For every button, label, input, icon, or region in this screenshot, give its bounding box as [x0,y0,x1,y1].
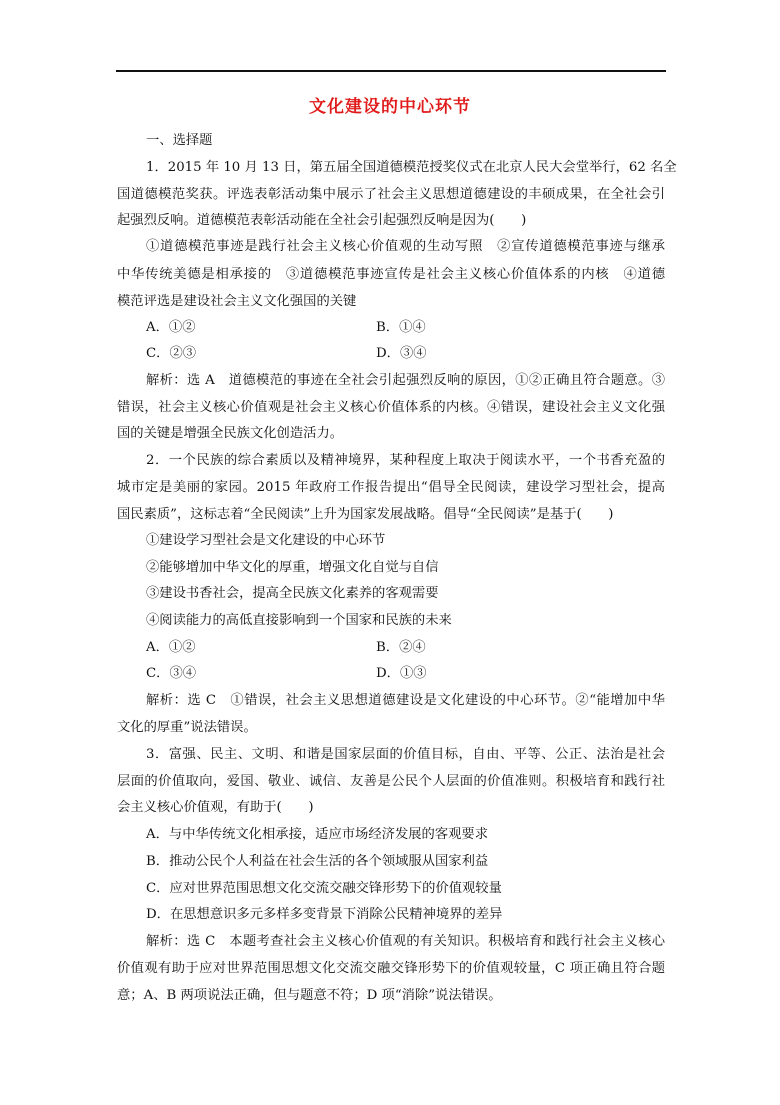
q1-stem-line-2: 国道德模范奖获。评选表彰活动集中展示了社会主义思想道德建设的丰硕成果，在全社会引 [117,187,665,202]
q3-stem-line-3: 会主义核心价值观，有助于( ) [117,800,314,815]
q2-item-4: ④阅读能力的高低直接影响到一个国家和民族的未来 [146,613,452,628]
page-title: 文化建设的中心环节 [309,97,471,117]
q2-stem-line-3: 国民素质”，这标志着“全民阅读”上升为国家发展战略。倡导“全民阅读”是基于( ) [117,507,614,522]
q1-stem-line-3: 起强烈反响。道德模范表彰活动能在全社会引起强烈反响是因为( ) [117,213,527,228]
q1-stem-line-1: 1．2015 年 10 月 13 日，第五届全国道德模范授奖仪式在北京人民大会堂举行，62 名全 [146,160,677,175]
q3-stem-line-2: 层面的价值取向，爱国、敬业、诚信、友善是公民个人层面的价值准则。积极培育和践行社 [117,774,665,789]
q3-option-a: A．与中华传统文化相承接，适应市场经济发展的客观要求 [146,827,489,842]
q1-analysis-line-2: 错误，社会主义核心价值观是社会主义核心价值体系的内核。④错误，建设社会主义文化强 [117,400,665,415]
q3-option-c: C．应对世界范围思想文化交流交融交锋形势下的价值观较量 [146,881,502,896]
q2-option-c: C．③④ [146,666,197,681]
q1-item-line-3: 模范评选是建设社会主义文化强国的关键 [117,294,357,309]
q3-option-d: D．在思想意识多元多样多变背景下消除公民精神境界的差异 [146,907,503,922]
q1-analysis-line-3: 国的关键是增强全民族文化创造活力。 [117,426,344,441]
q2-stem-line-1: 2．一个民族的综合素质以及精神境界，某种程度上取决于阅读水平，一个书香充盈的 [146,453,665,468]
q2-item-3: ③建设书香社会，提高全民族文化素养的客观需要 [146,586,439,601]
q1-option-d: D．③④ [376,346,427,361]
section-heading: 一、选择题 [146,133,213,148]
q1-option-a: A．①② [146,320,196,335]
q2-analysis-line-1: 解析：选 C ①错误，社会主义思想道德建设是文化建设的中心环节。②“能增加中华 [146,693,665,708]
q1-item-line-2: 中华传统美德是相承接的 ③道德模范事迹宣传是社会主义核心价值体系的内核 ④道德 [117,267,665,282]
q3-analysis-line-3: 意；A、B 两项说法正确，但与题意不符；D 项“消除”说法错误。 [117,988,502,1003]
q2-stem-line-2: 城市定是美丽的家园。2015 年政府工作报告提出“倡导全民阅读，建设学习型社会，提高 [117,480,665,495]
q3-analysis-line-2: 价值观有助于应对世界范围思想文化交流交融交锋形势下的价值观较量，C 项正确且符合题 [117,961,665,976]
header-rule [116,70,666,72]
q2-item-1: ①建设学习型社会是文化建设的中心环节 [146,533,386,548]
q3-stem-line-1: 3．富强、民主、文明、和谐是国家层面的价值目标，自由、平等、公正、法治是社会 [146,747,665,762]
q1-option-b: B．①④ [376,320,426,335]
q3-option-b: B．推动公民个人利益在社会生活的各个领域服从国家利益 [146,854,489,869]
q2-option-d: D．①③ [376,666,427,681]
q1-option-c: C．②③ [146,346,197,361]
q2-option-b: B．②④ [376,640,426,655]
q2-analysis-line-2: 文化的厚重”说法错误。 [117,720,257,735]
q1-analysis-line-1: 解析：选 A 道德模范的事迹在全社会引起强烈反响的原因，①②正确且符合题意。③ [146,373,665,388]
q3-analysis-line-1: 解析：选 C 本题考查社会主义核心价值观的有关知识。积极培育和践行社会主义核心 [146,934,665,949]
q2-option-a: A．①② [146,640,196,655]
q1-item-line-1: ①道德模范事迹是践行社会主义核心价值观的生动写照 ②宣传道德模范事迹与继承 [146,239,665,254]
q2-item-2: ②能够增加中华文化的厚重，增强文化自觉与自信 [146,560,439,575]
